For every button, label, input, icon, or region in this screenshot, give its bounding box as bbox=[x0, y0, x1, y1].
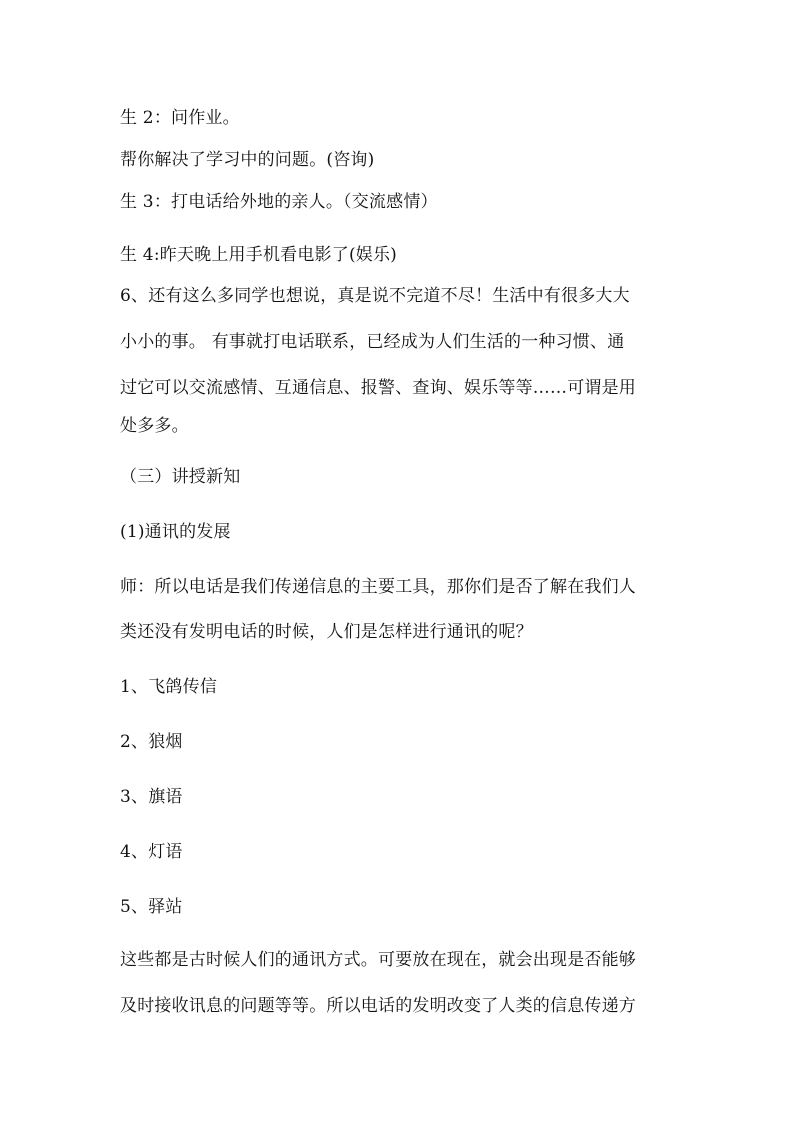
teacher-question-line-2: 类还没有发明电话的时候，人们是怎样进行通讯的呢？ bbox=[120, 622, 533, 642]
dialogue-consult-note: 帮你解决了学习中的问题。(咨询) bbox=[120, 150, 375, 170]
list-item-2: 2、狼烟 bbox=[120, 732, 183, 752]
list-item-5: 5、驿站 bbox=[120, 897, 183, 917]
section-heading-three: （三）讲授新知 bbox=[120, 467, 241, 487]
list-item-1: 1、飞鸽传信 bbox=[120, 677, 218, 697]
closing-paragraph-line-2: 及时接收讯息的问题等等。所以电话的发明改变了人类的信息传递方 bbox=[120, 996, 636, 1016]
paragraph-6-line-1: 6、还有这么多同学也想说，真是说不完道不尽！生活中有很多大大 bbox=[120, 286, 630, 306]
subsection-heading-communication: (1)通讯的发展 bbox=[120, 522, 231, 542]
list-item-3: 3、旗语 bbox=[120, 787, 183, 807]
paragraph-6-line-4: 处多多。 bbox=[120, 416, 189, 436]
dialogue-student-2: 生 2：问作业。 bbox=[120, 108, 240, 128]
dialogue-student-4: 生 4:昨天晚上用手机看电影了(娱乐) bbox=[120, 245, 398, 265]
list-item-4: 4、灯语 bbox=[120, 842, 183, 862]
paragraph-6-line-3: 过它可以交流感情、互通信息、报警、查询、娱乐等等……可谓是用 bbox=[120, 378, 636, 398]
closing-paragraph-line-1: 这些都是古时候人们的通讯方式。可要放在现在，就会出现是否能够 bbox=[120, 950, 636, 970]
dialogue-student-3: 生 3：打电话给外地的亲人。（交流感情） bbox=[120, 192, 438, 212]
teacher-question-line-1: 师：所以电话是我们传递信息的主要工具，那你们是否了解在我们人 bbox=[120, 577, 636, 597]
paragraph-6-line-2: 小小的事。 有事就打电话联系，已经成为人们生活的一种习惯、通 bbox=[120, 332, 625, 352]
